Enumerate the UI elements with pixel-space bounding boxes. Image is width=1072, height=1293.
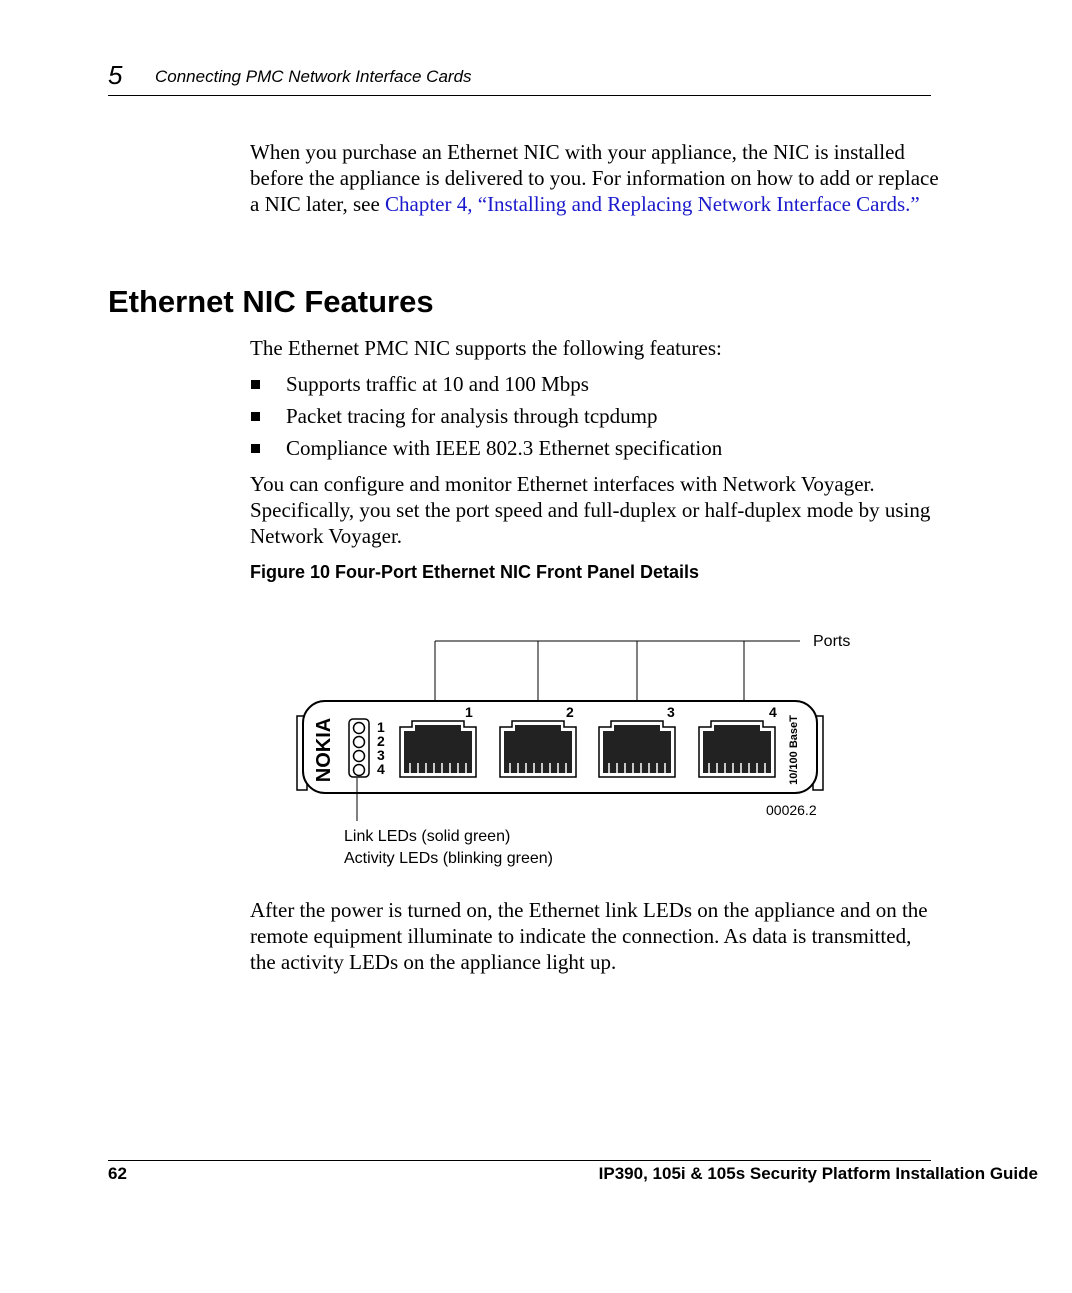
led-4 — [354, 765, 365, 776]
feature-list — [250, 371, 722, 467]
figure-id: 00026.2 — [766, 802, 817, 818]
figure-caption: Figure 10 Four-Port Ethernet NIC Front Panel Details — [250, 562, 700, 582]
bullet-square-icon — [251, 412, 260, 421]
nic-front-panel-figure — [0, 600, 1072, 890]
led-1 — [354, 723, 365, 734]
led-number: 2 — [377, 733, 385, 749]
chapter-number: 5 — [108, 60, 123, 90]
guide-title: IP390, 105i & 105s Security Platform Installation Guide — [598, 1164, 1038, 1183]
page-number: 62 — [108, 1164, 127, 1183]
activity-leds-label: Activity LEDs (blinking green) — [344, 850, 553, 867]
led-numbers — [377, 719, 385, 777]
footer-rule — [108, 1160, 931, 1161]
intro-paragraph — [250, 139, 940, 217]
list-item — [250, 371, 722, 403]
features-intro: The Ethernet PMC NIC supports the following features: — [250, 336, 722, 360]
voyager-paragraph: You can configure and monitor Ethernet interfaces with Network Voyager. Specifically, you set the port speed and full-duplex or half-duplex mode by using Network Voyager. — [250, 472, 931, 548]
rj45-port-2 — [500, 721, 576, 777]
led-number: 1 — [377, 719, 385, 735]
nokia-logo: NOKIA — [313, 717, 335, 783]
speed-label: 10/100 BaseT — [788, 715, 800, 785]
list-item — [250, 435, 722, 467]
bullet-text: Packet tracing for analysis through tcpdump — [286, 404, 658, 428]
port-number: 2 — [566, 704, 574, 720]
bullet-text: Compliance with IEEE 802.3 Ethernet specification — [286, 436, 723, 460]
led-2 — [354, 737, 365, 748]
port-number: 1 — [465, 704, 473, 720]
rj45-port-1 — [400, 721, 476, 777]
rj45-port-4 — [699, 721, 775, 777]
led-3 — [354, 751, 365, 762]
led-number: 3 — [377, 747, 385, 763]
link-leds-label: Link LEDs (solid green) — [344, 828, 511, 845]
chapter-4-link[interactable]: Chapter 4, “Installing and Replacing Network Interface Cards.” — [385, 192, 920, 216]
ports-label: Ports — [813, 633, 851, 650]
bullet-square-icon — [251, 380, 260, 389]
after-paragraph: After the power is turned on, the Ethernet link LEDs on the appliance and on the remote equipment illuminate to indicate the connection. As data is transmitted, the activity LEDs on the appliance light up. — [250, 898, 928, 974]
bullet-text: Supports traffic at 10 and 100 Mbps — [286, 372, 589, 396]
intro-text: When you purchase an Ethernet NIC with your appliance, the NIC is installed before the appliance is delivered to you. For information on how to add or replace a NIC later, see — [250, 140, 939, 216]
rj45-port-3 — [599, 721, 675, 777]
led-number: 4 — [377, 761, 385, 777]
port-number: 4 — [769, 704, 777, 720]
header-rule — [108, 95, 931, 96]
led-indicators — [349, 719, 369, 777]
list-item — [250, 403, 722, 435]
chapter-title: Connecting PMC Network Interface Cards — [155, 67, 472, 86]
port-number: 3 — [667, 704, 675, 720]
bullet-square-icon — [251, 444, 260, 453]
section-heading: Ethernet NIC Features — [108, 284, 434, 319]
